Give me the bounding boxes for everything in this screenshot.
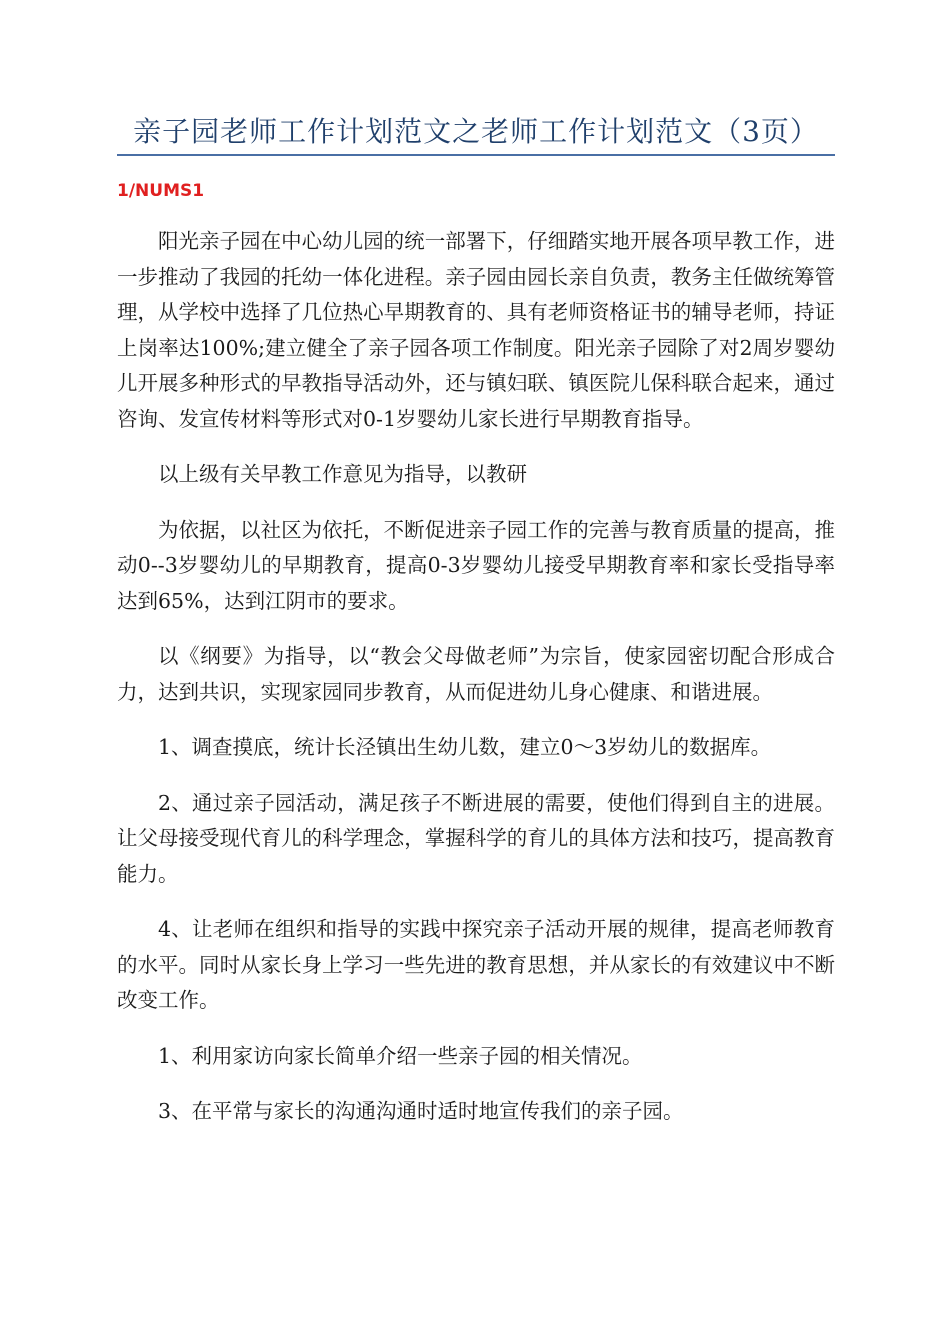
paragraph-4: 以《纲要》为指导，以“教会父母做老师”为宗旨，使家园密切配合形成合力，达到共识，实现家园同步教育，从而促进幼儿身心健康、和谐进展。	[117, 644, 835, 704]
paragraph-6: 2、通过亲子园活动，满足孩子不断进展的需要，使他们得到自主的进展。让父母接受现代育儿的科学理念，掌握科学的育儿的具体方法和技巧，提高教育能力。	[117, 790, 835, 886]
document-body	[117, 224, 835, 1150]
title-underline	[117, 154, 835, 156]
page-marker: 1/NUMS1	[117, 181, 205, 201]
paragraph-3: 为依据，以社区为依托，不断促进亲子园工作的完善与教育质量的提高，推动0--3岁婴幼儿的早期教育，提高0-3岁婴幼儿接受早期教育率和家长受指导率达到65%，达到江阴市的要求。	[117, 517, 835, 613]
paragraph-9: 3、在平常与家长的沟通沟通时适时地宣传我们的亲子园。	[158, 1099, 684, 1123]
paragraph-7: 4、让老师在组织和指导的实践中探究亲子活动开展的规律，提高老师教育的水平。同时从家长身上学习一些先进的教育思想，并从家长的有效建议中不断改变工作。	[117, 917, 835, 1012]
paragraph-5: 1、调查摸底，统计长泾镇出生幼儿数，建立0～3岁幼儿的数据库。	[158, 735, 772, 759]
document-title: 亲子园老师工作计划范文之老师工作计划范文（3页）	[133, 115, 819, 148]
paragraph-2: 以上级有关早教工作意见为指导，以教研	[158, 462, 527, 486]
paragraph-8: 1、利用家访向家长简单介绍一些亲子园的相关情况。	[158, 1043, 643, 1068]
paragraph-1: 阳光亲子园在中心幼儿园的统一部署下，仔细踏实地开展各项早教工作，进一步推动了我园的托幼一体化进程。亲子园由园长亲自负责，教务主任做统筹管理，从学校中选择了几位热心早期教育的、具有老师资格证书的辅导老师，持证上岗率达100%;建立健全了亲子园各项工作制度。阳光亲子园除了对2周岁婴幼儿开展多种形式的早教指导活动外，还与镇妇联、镇医院儿保科联合起来，通过咨询、发宣传材料等形式对0-1岁婴幼儿家长进行早期教育指导。	[117, 229, 835, 431]
